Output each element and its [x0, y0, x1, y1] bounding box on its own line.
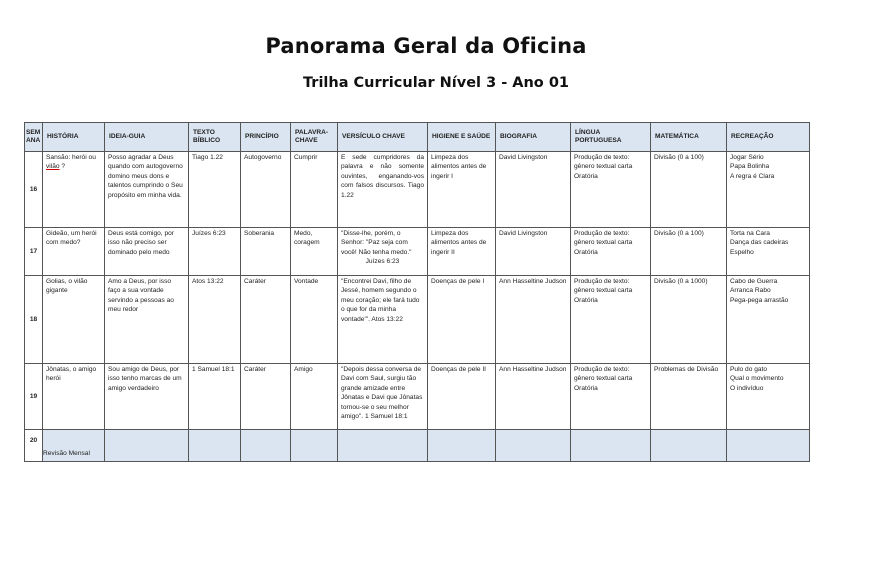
empty-cell	[241, 430, 291, 462]
hygiene-cell: Limpeza dos alimentos antes de ingerir I	[428, 152, 496, 228]
table-header-row	[25, 123, 810, 152]
monthly-review-label: Revisão Mensal	[43, 450, 90, 457]
recreation-item: Pulo do gato	[730, 366, 768, 373]
principle-cell: Caráter	[241, 276, 291, 364]
page-subtitle: Trilha Curricular Nível 3 - Ano 01	[303, 75, 569, 91]
key-verse-reference: Juízes 6:23	[365, 258, 400, 266]
column-header: RECREAÇÃO	[727, 123, 810, 152]
bible-text-cell: Juízes 6:23	[189, 228, 241, 276]
table-row	[25, 276, 810, 364]
portuguese-cell: Produção de texto: gênero textual carta Oratória	[571, 364, 651, 430]
week-number	[25, 430, 90, 462]
week-number: 16	[25, 152, 43, 228]
empty-cell	[571, 430, 651, 462]
table-row	[25, 152, 810, 228]
week-number: 17	[25, 228, 43, 276]
story-cell: Golias, o vilão gigante	[43, 276, 105, 364]
recreation-item: Pega-pega arrastão	[730, 296, 789, 304]
guide-idea-cell: Amo a Deus, por isso faço a sua vontade servindo a pessoas ao meu redor	[105, 276, 189, 364]
keyword-cell: Cumprir	[291, 152, 338, 228]
empty-cell	[291, 430, 338, 462]
week-number: 19	[25, 364, 43, 430]
column-header: PRINCÍPIO	[241, 123, 291, 152]
table-row	[25, 228, 810, 276]
empty-cell	[105, 430, 189, 462]
column-header: IDEIA-GUIA	[105, 123, 189, 152]
recreation-item: Arranca Rabo	[730, 287, 771, 295]
empty-cell	[189, 430, 241, 462]
column-header: MATEMÁTICA	[651, 123, 727, 152]
recreation-item: Torta na Cara	[730, 230, 770, 237]
keyword-cell: Amigo	[291, 364, 338, 430]
bible-text-cell: Tiago 1.22	[189, 152, 241, 228]
hygiene-cell: Limpeza dos alimentos antes de ingerir II	[428, 228, 496, 276]
recreation-cell	[727, 364, 810, 430]
recreation-item: A regra é Clara	[730, 172, 775, 180]
portuguese-cell: Produção de texto: gênero textual carta Oratória	[571, 228, 651, 276]
story-cell: Gideão, um herói com medo?	[43, 228, 105, 276]
column-header: HISTÓRIA	[43, 123, 105, 152]
column-header: VERSÍCULO CHAVE	[338, 123, 428, 152]
table-row	[25, 364, 810, 430]
column-header: TEXTO BÍBLICO	[189, 123, 241, 152]
story-text-underlined: vilão	[46, 163, 60, 171]
principle-cell: Caráter	[241, 364, 291, 430]
column-header: PALAVRA-CHAVE	[291, 123, 338, 152]
recreation-cell	[727, 276, 810, 364]
math-cell: Divisão (0 a 100)	[651, 152, 727, 228]
hygiene-cell: Doenças de pele II	[428, 364, 496, 430]
hygiene-cell: Doenças de pele I	[428, 276, 496, 364]
recreation-item: Espelho	[730, 248, 754, 256]
week-number-text: 20	[29, 437, 38, 444]
math-cell: Divisão (0 a 1000)	[651, 276, 727, 364]
recreation-item: Papa Bolinha	[730, 163, 770, 171]
empty-cell	[727, 430, 810, 462]
guide-idea-cell: Posso agradar a Deus quando com autogoverno domino meus dons e talentos cumprindo o Seu propósito em minha vida.	[105, 152, 189, 228]
key-verse-cell: "Encontrei Davi, filho de Jessé, homem segundo o meu coração; ele fará tudo o que for da minha vontade"'. Atos 13:22	[338, 276, 428, 364]
curriculum-table	[24, 122, 810, 462]
story-cell: Jônatas, o amigo herói	[43, 364, 105, 430]
portuguese-cell: Produção de texto: gênero textual carta Oratória	[571, 152, 651, 228]
empty-cell	[651, 430, 727, 462]
biography-cell: David Livingston	[496, 228, 571, 276]
key-verse-text: "Disse-lhe, porém, o Senhor: "Paz seja com você! Não tenha medo."	[341, 230, 412, 256]
biography-cell: Ann Hasseltine Judson	[496, 364, 571, 430]
column-header: SEM ANA	[25, 123, 43, 152]
empty-cell	[428, 430, 496, 462]
empty-cell	[496, 430, 571, 462]
table-row-review	[25, 430, 810, 462]
key-verse-cell: "Depois dessa conversa de Davi com Saul, surgiu tão grande amizade entre Jônatas e Davi que Jônatas tornou-se o seu melhor amigo". 1 Samuel 18:1	[338, 364, 428, 430]
recreation-item: Jogar Sério	[730, 154, 764, 161]
portuguese-cell: Produção de texto: gênero textual carta Oratória	[571, 276, 651, 364]
bible-text-cell: 1 Samuel 18:1	[189, 364, 241, 430]
guide-idea-cell: Sou amigo de Deus, por isso tenho marcas de um amigo verdadeiro	[105, 364, 189, 430]
story-text-end: ?	[59, 163, 66, 171]
empty-cell	[338, 430, 428, 462]
guide-idea-cell: Deus está comigo, por isso não preciso ser dominado pelo medo	[105, 228, 189, 276]
principle-cell: Soberania	[241, 228, 291, 276]
recreation-cell	[727, 228, 810, 276]
math-cell: Problemas de Divisão	[651, 364, 727, 430]
biography-cell: Ann Hasseltine Judson	[496, 276, 571, 364]
principle-cell: Autogoverno	[241, 152, 291, 228]
story-text: Sansão: herói ou	[46, 154, 96, 161]
key-verse-cell: E sede cumpridores da palavra e não somente ouvintes, enganando-vos com falsos discursos. Tiago 1.22	[338, 152, 428, 228]
recreation-item: Dança das cadeiras	[730, 239, 789, 247]
column-header: LÍNGUA PORTUGUESA	[571, 123, 651, 152]
biography-cell: David Livingston	[496, 152, 571, 228]
story-cell	[43, 152, 105, 228]
column-header: HIGIENE E SAÚDE	[428, 123, 496, 152]
recreation-item: O indivíduo	[730, 384, 764, 392]
recreation-item: Cabo de Guerra	[730, 278, 778, 285]
week-number: 18	[25, 276, 43, 364]
column-header: BIOGRAFIA	[496, 123, 571, 152]
bible-text-cell: Atos 13:22	[189, 276, 241, 364]
math-cell: Divisão (0 a 100)	[651, 228, 727, 276]
recreation-cell	[727, 152, 810, 228]
page-title: Panorama Geral da Oficina	[265, 34, 587, 58]
keyword-cell: Vontade	[291, 276, 338, 364]
recreation-item: Qual o movimento	[730, 375, 784, 383]
keyword-cell: Medo, coragem	[291, 228, 338, 276]
key-verse-cell	[338, 228, 428, 276]
